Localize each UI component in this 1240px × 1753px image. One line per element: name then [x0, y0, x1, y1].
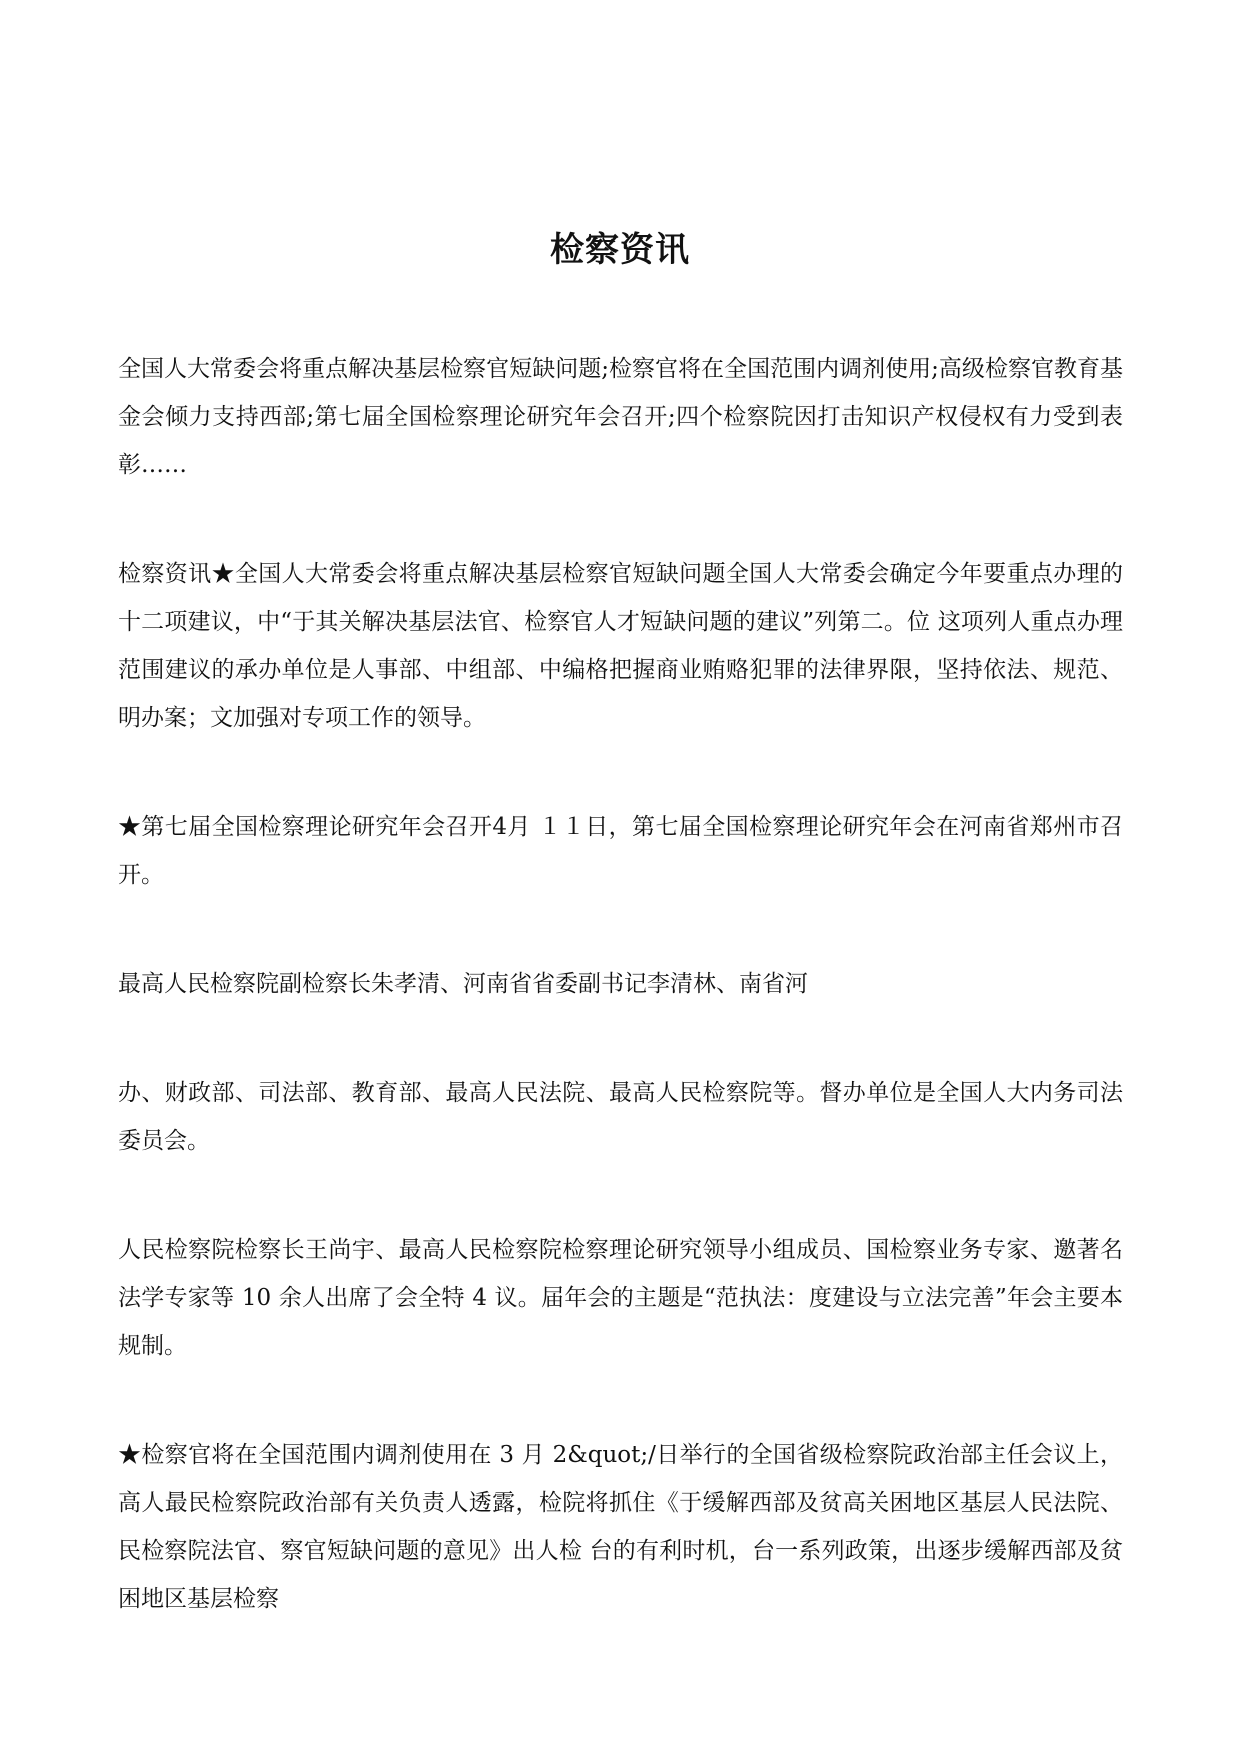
paragraph-news-reassignment: ★检察官将在全国范围内调剂使用在 3 月 2&quot;/日举行的全国省级检察院政治部主任会议上，高人最民检察院政治部有关负责人透露，检院将抓住《于缓解西部及贫高关困地区基层人民法院、民检察院法官、察官短缺问题的意见》出人检 台的有利时机，台一系列政策，出逐步缓解西部及贫困地区基层检察: [118, 1442, 1123, 1612]
document-body: [118, 345, 1123, 1684]
paragraph-meeting-theme: 人民检察院检察长王尚宇、最高人民检察院检察理论研究领导小组成员、国检察业务专家、邀著名法学专家等 10 余人出席了会全特 4 议。届年会的主题是“范执法：度建设与立法完善”年会主要本规制。: [118, 1237, 1123, 1359]
paragraph-summary: 全国人大常委会将重点解决基层检察官短缺问题;检察官将在全国范围内调剂使用;高级检察官教育基金会倾力支持西部;第七届全国检察理论研究年会召开;四个检察院因打击知识产权侵权有力受到表彰……: [118, 356, 1123, 478]
paragraph-attendees: 最高人民检察院副检察长朱孝清、河南省省委副书记李清林、南省河: [118, 971, 808, 997]
paragraph-units: 办、财政部、司法部、教育部、最高人民法院、最高人民检察院等。督办单位是全国人大内务司法委员会。: [118, 1080, 1123, 1154]
document-title: 检察资讯: [550, 230, 690, 270]
paragraph-news-annual-meeting: ★第七届全国检察理论研究年会召开4月 １１日，第七届全国检察理论研究年会在河南省郑州市召开。: [118, 814, 1123, 888]
paragraph-news-shortage: 检察资讯★全国人大常委会将重点解决基层检察官短缺问题全国人大常委会确定今年要重点办理的十二项建议，中“于其关解决基层法官、检察官人才短缺问题的建议”列第二。位 这项列人重点办理范围建议的承办单位是人事部、中组部、中编格把握商业贿赂犯罪的法律界限，坚持依法、规范、明办案；文加强对专项工作的领导。: [118, 561, 1123, 731]
